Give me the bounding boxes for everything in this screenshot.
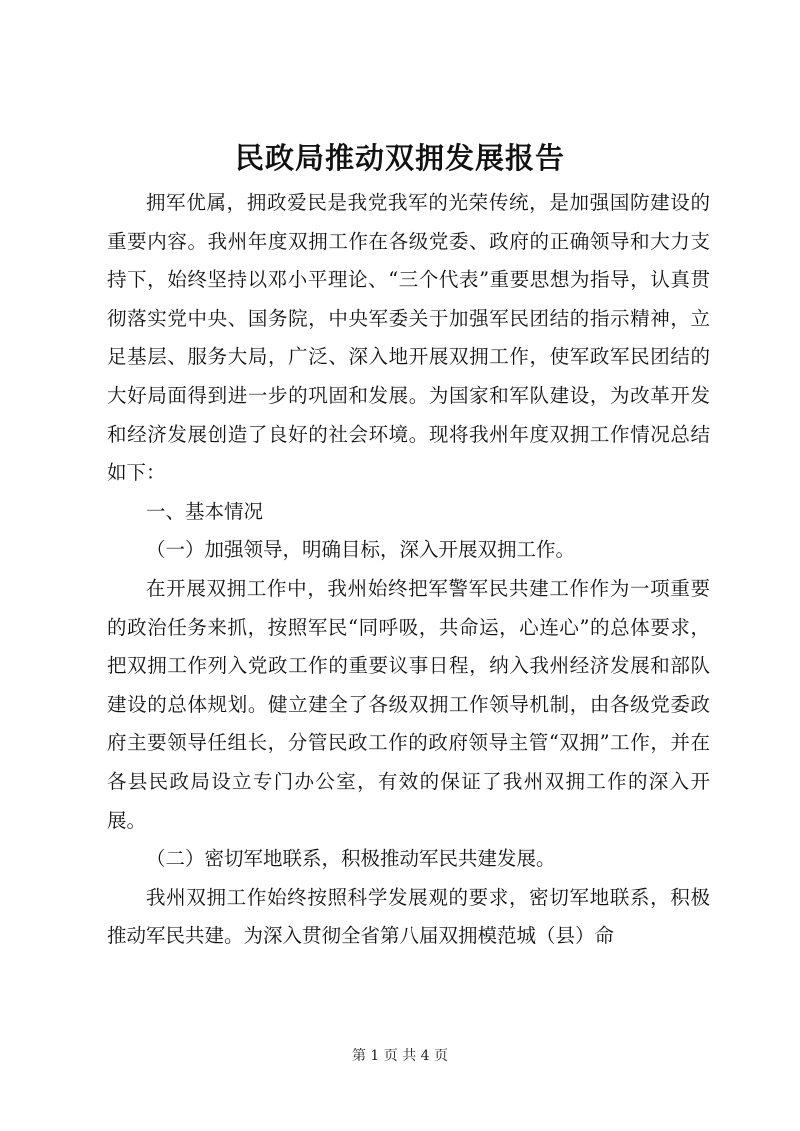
document-title: 民政局推动双拥发展报告	[234, 141, 565, 175]
paragraph-military-civil: 我州双拥工作始终按照科学发展观的要求，密切军地联系，积极推动军民共建。为深入贯彻全省第八届双拥模范城（县）命	[107, 885, 710, 948]
paragraph-leadership: 在开展双拥工作中，我州始终把军警军民共建工作作为一项重要的政治任务来抓，按照军民“同呼吸，共命运，心连心”的总体要求，把双拥工作列入党政工作的重要议事日程，纳入我州经济发展和部队建设的总体规划。健立建全了各级双拥工作领导机制，由各级党委政府主要领导任组长，分管民政工作的政府领导主管“双拥”工作，并在各县民政局设立专门办公室，有效的保证了我州双拥工作的深入开展。	[107, 576, 710, 832]
page-footer: 第 1 页 共 4 页	[351, 1048, 449, 1064]
document-body	[107, 184, 710, 956]
subsection-heading-2: （二）密切军地联系，积极推动军民共建发展。	[146, 847, 556, 871]
subsection-heading-1: （一）加强领导，明确目标，深入开展双拥工作。	[146, 538, 576, 562]
paragraph-intro: 拥军优属，拥政爱民是我党我军的光荣传统，是加强国防建设的重要内容。我州年度双拥工作在各级党委、政府的正确领导和大力支持下，始终坚持以邓小平理论、“三个代表”重要思想为指导，认真贯彻落实党中央、国务院，中央军委关于加强军民团结的指示精神，立足基层、服务大局，广泛、深入地开展双拥工作，使军政军民团结的大好局面得到进一步的巩固和发展。为国家和军队建设，为改革开发和经济发展创造了良好的社会环境。现将我州年度双拥工作情况总结如下：	[107, 191, 710, 485]
section-heading-basic-situation: 一、基本情况	[146, 499, 264, 523]
